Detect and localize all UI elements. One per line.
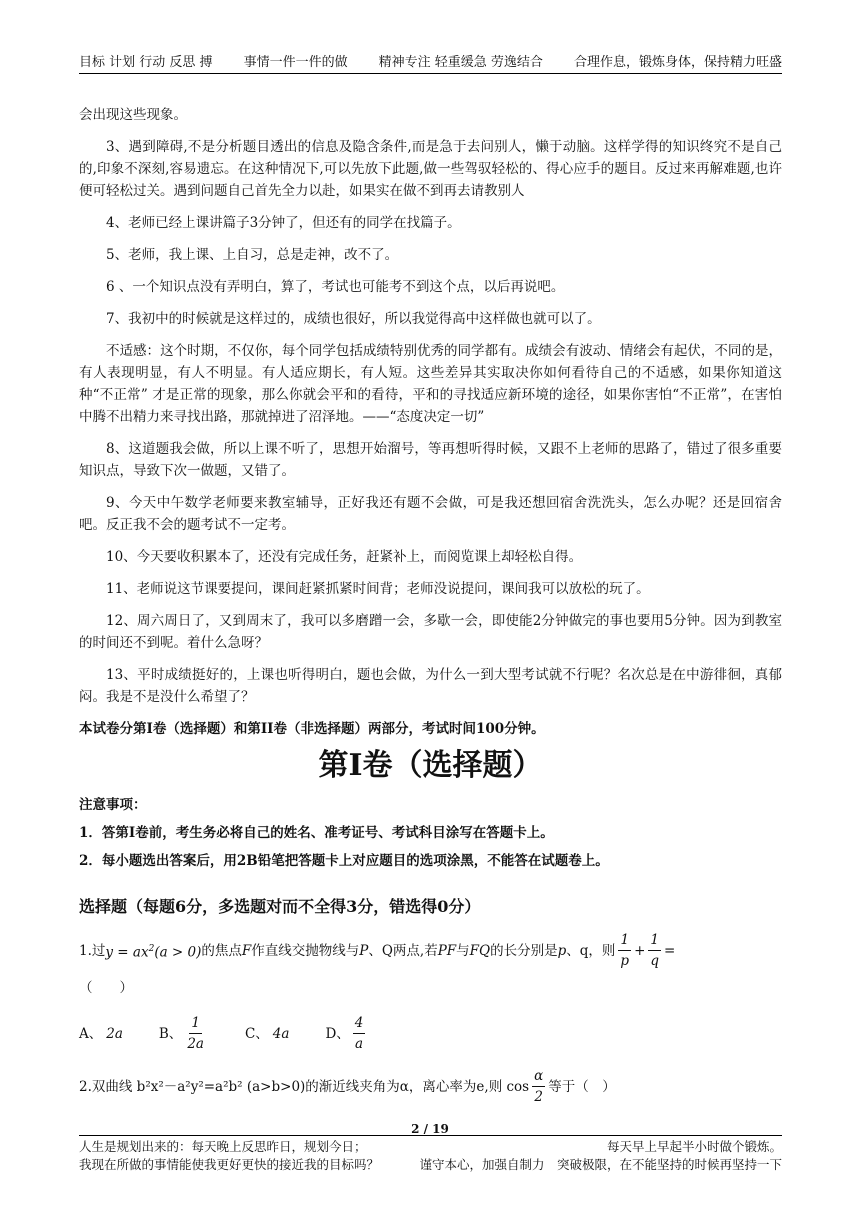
footer-text: 我现在所做的事情能使我更好更快的接近我的目标吗？ bbox=[79, 1157, 380, 1172]
q1-text: 与 bbox=[456, 942, 470, 959]
question-2 bbox=[79, 1066, 782, 1107]
q1-symbol: = bbox=[664, 942, 676, 959]
section-heading: 第Ⅰ卷（选择题） bbox=[318, 748, 543, 783]
q1-symbol: PF bbox=[437, 942, 457, 959]
q1-text: 、Q两点,若 bbox=[368, 942, 438, 959]
q1-text: 的焦点 bbox=[201, 942, 242, 959]
q2-fraction: $\frac{\alpha}{2}$ bbox=[534, 1068, 544, 1105]
paragraph: 不适感：这个时期，不仅你，每个同学包括成绩特别优秀的同学都有。成绩会有波动、情绪会有起伏，不同的是，有人表现明显，有人不明显。有人适应期长，有人短。这些差异其实取决你如何看待自己的不适感，如果你知道这种“不正常” 才是正常的现象，那么你就会平和的看待，平和的寻找适应新环境的途径，如果你害怕“不正常”，在害怕中腾不出精力来寻找出路，那就掉进了沼泽地。——“态度决定一切” bbox=[79, 343, 782, 425]
paragraph: 8、这道题我会做，所以上课不听了，思想开始溜号，等再想听得时候，又跟不上老师的思路了，错过了很多重要知识点，导致下次一做题，又错了。 bbox=[79, 441, 782, 479]
paragraph: 5、老师，我上课、上自习，总是走神，改不了。 bbox=[106, 247, 399, 263]
q1-text: 的长分别是 bbox=[490, 942, 558, 959]
page-content bbox=[79, 104, 782, 1113]
q1-symbol: P bbox=[359, 942, 369, 959]
question-section-title: 选择题（每题6分，多选题对而不全得3分，错选得0分） bbox=[79, 897, 481, 916]
option-a: A、 2a bbox=[79, 1025, 123, 1042]
header-item: 事情一件一件的做 bbox=[243, 55, 348, 70]
q1-symbol: F bbox=[241, 942, 252, 959]
q1-symbol: p bbox=[557, 942, 567, 959]
q1-fraction: $\frac{1}{q}$ bbox=[650, 932, 660, 969]
paragraph: 11、老师说这节课要提问，课间赶紧抓紧时间背；老师没说提问，课间我可以放松的玩了。 bbox=[106, 581, 650, 597]
option-b: B、 $\frac{1}{2a}$ bbox=[158, 1015, 204, 1052]
page-number: 2 / 19 bbox=[411, 1122, 449, 1136]
paragraph: 会出现这些现象。 bbox=[79, 107, 187, 123]
q1-blank: （ ） bbox=[79, 980, 133, 996]
header-item: 目标 计划 行动 反思 搏 bbox=[79, 55, 213, 70]
q1-symbol: FQ bbox=[469, 942, 491, 959]
paragraph: 9、今天中午数学老师要来教室辅导，正好我还有题不会做，可是我还想回宿舍洗洗头，怎么办呢？还是回宿舍吧。反正我不会的题考试不一定考。 bbox=[79, 495, 782, 533]
q1-equation: $y = ax^2(a > 0)$ bbox=[105, 943, 202, 961]
q1-text: 1.过 bbox=[79, 942, 106, 959]
paragraph: 13、平时成绩挺好的，上课也听得明白，题也会做，为什么一到大型考试就不行呢？名次总是在中游徘徊，真郁闷。我是不是没什么希望了？ bbox=[79, 667, 782, 705]
footer-text: 谨守本心，加强自制力 突破极限，在不能坚持的时候再坚持一下 bbox=[419, 1157, 782, 1172]
q2-text: 等于（ ） bbox=[548, 1078, 616, 1095]
header-item: 合理作息，锻炼身体，保持精力旺盛 bbox=[573, 55, 782, 70]
header-item: 精神专注 轻重缓急 劳逸结合 bbox=[378, 55, 543, 70]
exam-intro: 本试卷分第Ⅰ卷（选择题）和第II卷（非选择题）两部分，考试时间100分钟。 bbox=[79, 721, 545, 737]
paragraph: 3、遇到障碍,不是分析题目透出的信息及隐含条件,而是急于去问别人，懒于动脑。这样学得的知识终究不是自己的,印象不深刻,容易遗忘。在这种情况下,可以先放下此题,做一些驾驭轻松的、得心应手的题目。反过来再解难题,也许便可轻松过关。遇到问题自己首先全力以赴，如果实在做不到再去请教别人 bbox=[79, 139, 782, 199]
q1-text: 作直线交抛物线与 bbox=[251, 942, 360, 959]
paragraph: 12、周六周日了，又到周末了，我可以多磨蹭一会，多歇一会，即使能2分钟做完的事也要用5分钟。因为到教室的时间还不到呢。着什么急呀？ bbox=[79, 613, 782, 651]
q1-fraction: $\frac{1}{p}$ bbox=[620, 932, 630, 969]
q1-options bbox=[79, 1013, 782, 1054]
paragraph: 6 、一个知识点没有弄明白，算了，考试也可能考不到这个点，以后再说吧。 bbox=[106, 279, 565, 295]
paragraph: 7、我初中的时候就是这样过的，成绩也很好，所以我觉得高中这样做也就可以了。 bbox=[106, 311, 601, 327]
question-1 bbox=[79, 930, 782, 971]
q1-symbol: + bbox=[634, 942, 646, 959]
q1-text: 、q，则 bbox=[566, 942, 616, 959]
notice-heading: 注意事项： bbox=[79, 797, 147, 813]
page-header bbox=[79, 50, 782, 74]
notice-item: 2．每小题选出答案后，用2B铅笔把答题卡上对应题目的选项涂黑，不能答在试题卷上。 bbox=[79, 853, 609, 869]
page-footer bbox=[79, 1135, 782, 1174]
q2-text: 2.双曲线 b²x²－a²y²=a²b² (a>b>0)的渐近线夹角为α，离心率为e,则 cos bbox=[79, 1078, 530, 1095]
paragraph: 10、今天要收积累本了，还没有完成任务，赶紧补上，而阅览课上却轻松自得。 bbox=[106, 549, 583, 565]
footer-text: 人生是规划出来的：每天晚上反思昨日，规划今日； bbox=[79, 1139, 367, 1154]
option-d: D、 $\frac{4}{a}$ bbox=[325, 1015, 364, 1052]
footer-text: 每天早上早起半小时做个锻炼。 bbox=[606, 1139, 782, 1154]
paragraph: 4、老师已经上课讲篇子3分钟了，但还有的同学在找篇子。 bbox=[106, 215, 461, 231]
option-c: C、 4a bbox=[244, 1025, 290, 1042]
notice-item: 1．答第Ⅰ卷前，考生务必将自己的姓名、准考证号、考试科目涂写在答题卡上。 bbox=[79, 825, 554, 841]
